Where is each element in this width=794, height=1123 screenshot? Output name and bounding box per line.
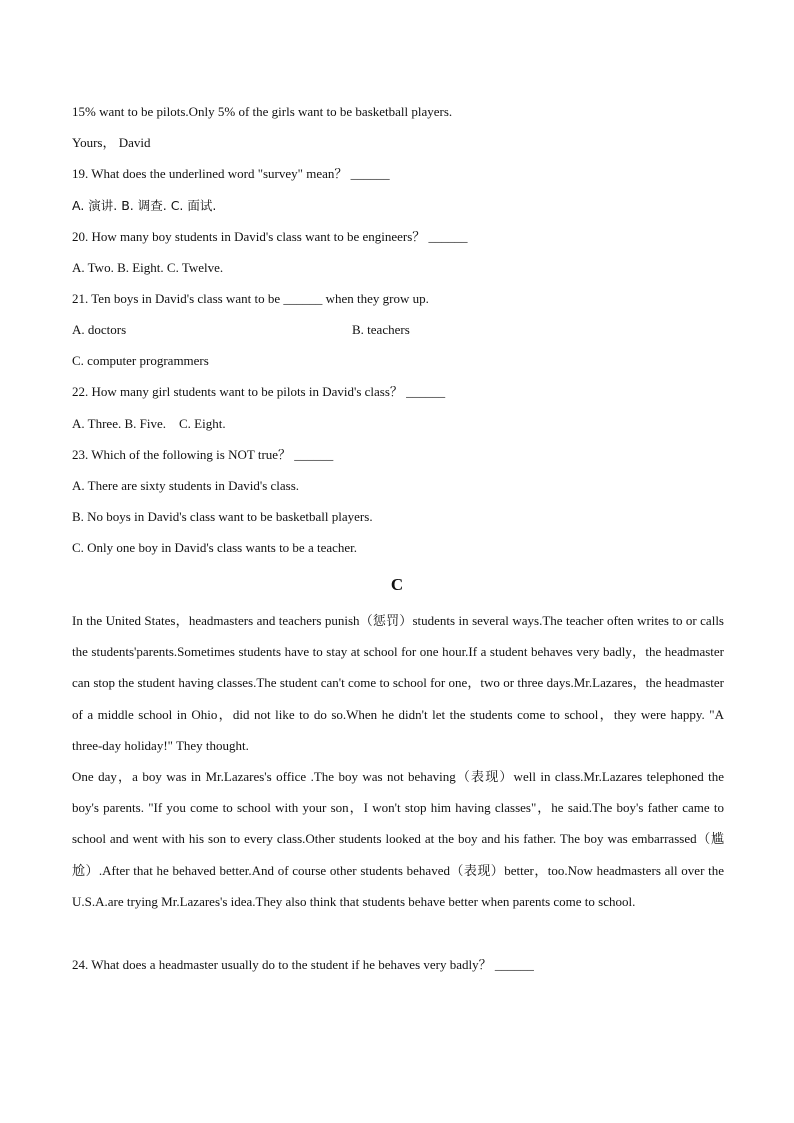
question-23-option-a: A. There are sixty students in David's class. xyxy=(72,478,300,493)
section-heading: C xyxy=(390,575,404,594)
question-22-options: A. Three. B. Five. C. Eight. xyxy=(72,416,226,431)
question-22: 22. How many girl students want to be pilots in David's class？ ______ xyxy=(72,384,446,399)
passage-paragraph-2: One day，a boy was in Mr.Lazares's office .The boy was not behaving（表现）well in class.Mr.Lazares telephoned the boy's parents. "If you come to school with your son，I won't stop him having classes"，he said.The boy's father came to school and went with his son to every class.Other students looked at the boy and his father. The boy was embarrassed（尴尬）.After that he behaved better.And of course other students behaved（表现）better，too.Now headmasters all over the U.S.A.are trying Mr.Lazares's idea.They also think that students behave better when parents come to school. xyxy=(72,769,724,909)
question-23-option-b: B. No boys in David's class want to be basketball players. xyxy=(72,509,373,524)
intro-line: 15% want to be pilots.Only 5% of the girls want to be basketball players. xyxy=(72,104,453,119)
question-21-option-a: A. doctors xyxy=(72,322,127,337)
question-20: 20. How many boy students in David's class want to be engineers？ ______ xyxy=(72,229,468,244)
question-20-options: A. Two. B. Eight. C. Twelve. xyxy=(72,260,224,275)
question-21-option-b: B. teachers xyxy=(352,322,410,337)
question-21: 21. Ten boys in David's class want to be ______ when they grow up. xyxy=(72,291,429,306)
question-23-option-c: C. Only one boy in David's class wants to be a teacher. xyxy=(72,540,358,555)
question-23: 23. Which of the following is NOT true？ ______ xyxy=(72,447,334,462)
question-19-options: A. 演讲. B. 调查. C. 面试. xyxy=(72,198,217,213)
question-19: 19. What does the underlined word "survey" mean？ ______ xyxy=(72,166,390,181)
question-24: 24. What does a headmaster usually do to the student if he behaves very badly？ ______ xyxy=(72,957,534,972)
question-21-option-c: C. computer programmers xyxy=(72,353,209,368)
letter-signoff: Yours， David xyxy=(72,135,151,150)
passage-paragraph-1: In the United States，headmasters and teachers punish（惩罚）students in several ways.The teacher often writes to or calls the students'parents.Sometimes students have to stay at school for one hour.If a student behaves very badly，the headmaster can stop the student having classes.The student can't come to school for one，two or three days.Mr.Lazares，the headmaster of a middle school in Ohio，did not like to do so.When he didn't let the students come to school，they were happy. "A three-day holiday!" They thought. xyxy=(72,613,724,753)
